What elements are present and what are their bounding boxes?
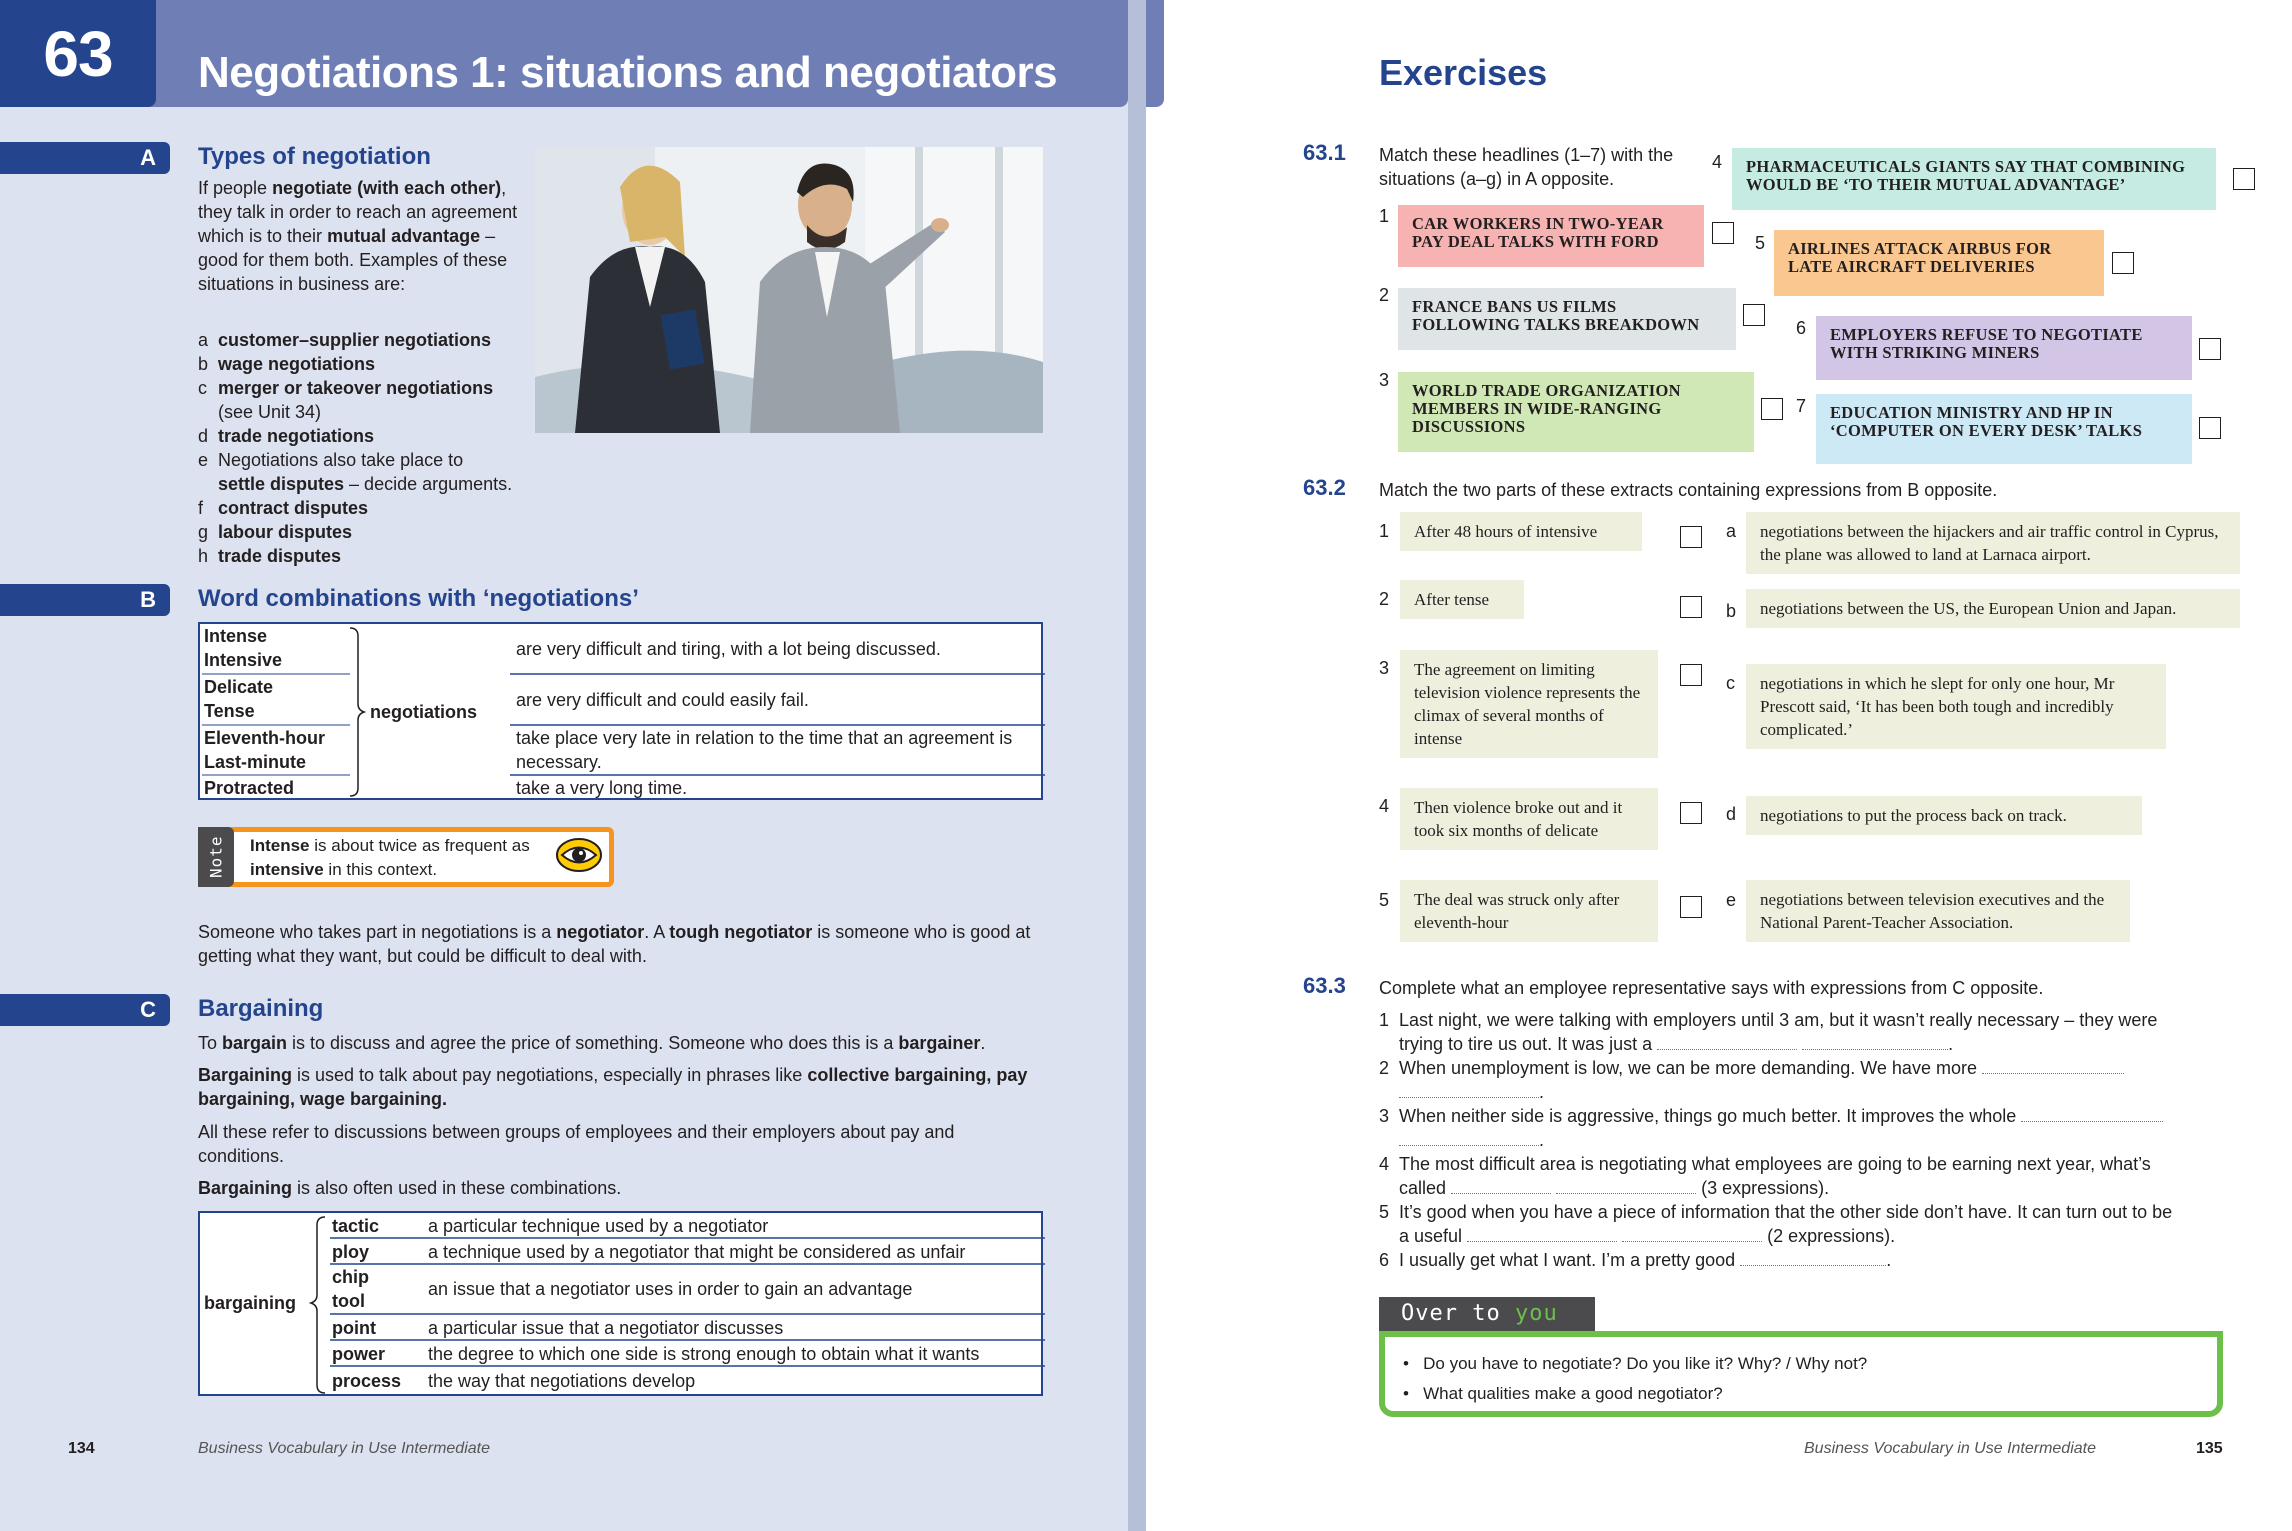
exercise-number: 63.1: [1303, 140, 1346, 165]
item-number: 1: [1379, 521, 1390, 541]
unit-number: 63: [0, 0, 156, 107]
unit-title: Negotiations 1: situations and negotiators: [198, 48, 1058, 97]
exercises-title: Exercises: [1379, 52, 1548, 93]
section-a-list: [198, 328, 538, 568]
list-item: d trade negotiations: [198, 426, 375, 446]
extract-start: After tense: [1400, 580, 1524, 619]
exercise-instruction: Match the two parts of these extracts containing expressions from B opposite.: [1379, 480, 1998, 500]
answer-blank[interactable]: [1467, 1226, 1617, 1242]
negotiator-paragraph: Someone who takes part in negotiations is a negotiator. A tough negotiator is someone who is good at getting what they want, but could be difficult to deal with.: [198, 922, 1031, 966]
answer-blank[interactable]: [1399, 1082, 1539, 1098]
extract-end: negotiations to put the process back on track.: [1746, 796, 2142, 835]
item-number: 4: [1379, 796, 1390, 816]
extract-end: negotiations in which he slept for only one hour, Mr Prescott said, ‘It has been both tough and incredibly complicated.’: [1746, 664, 2166, 749]
collocate-delicate: Delicate Tense: [204, 677, 274, 721]
item-letter: d: [1726, 804, 1737, 824]
item-letter: a: [1726, 521, 1737, 541]
book-title-right: Business Vocabulary in Use Intermediate: [1804, 1440, 2096, 1457]
note-label: Note: [198, 827, 234, 887]
section-a-title: Types of negotiation: [198, 143, 431, 170]
answer-checkbox[interactable]: [1680, 664, 1702, 686]
answer-checkbox[interactable]: [2199, 338, 2221, 360]
headline-6: EMPLOYERS REFUSE TO NEGOTIATE WITH STRIKING MINERS: [1816, 316, 2192, 380]
answer-blank[interactable]: [1399, 1130, 1539, 1146]
page-number-right: 135: [2196, 1440, 2223, 1457]
negotiation-photo: [535, 147, 1043, 433]
headline-7: EDUCATION MINISTRY AND HP IN ‘COMPUTER ON EVERY DESK’ TALKS: [1816, 394, 2192, 464]
gap-fill-item: 3 When neither side is aggressive, things go much better. It improves the whole .: [1379, 1104, 2229, 1152]
item-number: 5: [1379, 890, 1390, 910]
headline-4: PHARMACEUTICALS GIANTS SAY THAT COMBINING WOULD BE ‘TO THEIR MUTUAL ADVANTAGE’: [1732, 148, 2216, 210]
answer-blank[interactable]: [1622, 1226, 1762, 1242]
list-item: f contract disputes: [198, 498, 369, 518]
meaning: take a very long time.: [516, 778, 688, 798]
gap-fill-item: 4 The most difficult area is negotiating what employees are going to be earning next year, what’s called (3 expressions).: [1379, 1154, 2151, 1198]
headline-number: 1: [1379, 206, 1390, 226]
meaning: a particular issue that a negotiator discusses: [428, 1318, 784, 1338]
collocate-ploy: ploy: [332, 1242, 370, 1262]
list-item: e Negotiations also take place to settle disputes – decide arguments.: [198, 450, 513, 494]
headline-2: FRANCE BANS US FILMS FOLLOWING TALKS BREAKDOWN: [1398, 288, 1736, 350]
answer-blank[interactable]: [1982, 1058, 2124, 1074]
meaning: are very difficult and tiring, with a lot being discussed.: [516, 639, 941, 659]
item-letter: e: [1726, 890, 1737, 910]
combinations-paragraph: Bargaining is also often used in these combinations.: [198, 1178, 622, 1198]
collocate-protracted: Protracted: [204, 778, 295, 798]
answer-checkbox[interactable]: [1712, 222, 1734, 244]
answer-checkbox[interactable]: [1743, 304, 1765, 326]
extract-start: Then violence broke out and it took six months of delicate: [1400, 788, 1658, 850]
extract-end: negotiations between the hijackers and air traffic control in Cyprus, the plane was allowed to land at Larnaca airport.: [1746, 512, 2240, 574]
meaning: take place very late in relation to the time that an agreement is necessary.: [516, 728, 1013, 772]
answer-blank[interactable]: [1657, 1034, 1797, 1050]
over-to-you-label: Over to you: [1379, 1297, 1595, 1331]
collocate-intense: Intense Intensive: [204, 626, 283, 670]
answer-checkbox[interactable]: [1680, 802, 1702, 824]
section-c-title: Bargaining: [198, 995, 324, 1022]
item-letter: c: [1726, 673, 1735, 693]
answer-checkbox[interactable]: [1680, 596, 1702, 618]
headline-number: 7: [1796, 396, 1807, 416]
bargain-paragraph: To bargain is to discuss and agree the price of something. Someone who does this is a bargainer.: [198, 1033, 986, 1053]
over-to-you-box: [1379, 1331, 2223, 1417]
extract-end: negotiations between television executives and the National Parent-Teacher Association.: [1746, 880, 2130, 942]
list-item: c merger or takeover negotiations (see Unit 34): [198, 378, 494, 422]
headline-number: 4: [1712, 152, 1723, 172]
list-item: g labour disputes: [198, 522, 353, 542]
section-a-intro: If people negotiate (with each other), they talk in order to reach an agreement which is to their mutual advantage – good for them both. Examples of these situations in business are:: [198, 178, 518, 294]
gap-fill-item: 2 When unemployment is low, we can be more demanding. We have more .: [1379, 1056, 2229, 1104]
discussions-paragraph: All these refer to discussions between groups of employees and their employers about pay and conditions.: [198, 1122, 955, 1166]
exercise-number: 63.2: [1303, 475, 1346, 500]
gap-fill-item: 1 Last night, we were talking with employers until 3 am, but it wasn’t really necessary – they were trying to tire us out. It was just a .: [1379, 1010, 2158, 1054]
answer-checkbox[interactable]: [1680, 526, 1702, 548]
collocate-point: point: [332, 1318, 376, 1338]
bargaining-paragraph: Bargaining is used to talk about pay negotiations, especially in phrases like collective bargaining, pay bargaining, wage bargaining.: [198, 1065, 1028, 1109]
collocate-eleventh-hour: Eleventh-hour Last-minute: [204, 728, 326, 772]
headline-1: CAR WORKERS IN TWO-YEAR PAY DEAL TALKS WITH FORD: [1398, 205, 1704, 267]
discussion-questions: [1385, 1337, 2217, 1409]
page-gutter: [1128, 0, 1146, 1531]
headline-number: 3: [1379, 370, 1390, 390]
exercise-number: 63.3: [1303, 973, 1346, 998]
section-b-title: Word combinations with ‘negotiations’: [198, 585, 639, 612]
headword-bargaining: bargaining: [204, 1293, 297, 1313]
question-item: • What qualities make a good negotiator?: [1403, 1384, 1723, 1403]
question-item: • Do you have to negotiate? Do you like it? Why? / Why not?: [1403, 1354, 1868, 1373]
meaning: a technique used by a negotiator that might be considered as unfair: [428, 1242, 966, 1262]
headline-number: 6: [1796, 318, 1807, 338]
list-item: b wage negotiations: [198, 354, 376, 374]
bargaining-table: [198, 1211, 1043, 1396]
answer-blank[interactable]: [2021, 1106, 2163, 1122]
answer-checkbox[interactable]: [1761, 398, 1783, 420]
item-number: 2: [1379, 589, 1390, 609]
collocate-chip: chip tool: [332, 1267, 370, 1311]
section-a-marker: A: [0, 142, 170, 174]
meaning: the degree to which one side is strong enough to obtain what it wants: [428, 1344, 980, 1364]
answer-checkbox[interactable]: [2199, 417, 2221, 439]
list-item: a customer–supplier negotiations: [198, 330, 492, 350]
exercise-instruction: Complete what an employee representative says with expressions from C opposite.: [1379, 978, 2044, 998]
meaning: the way that negotiations develop: [428, 1371, 696, 1391]
item-number: 3: [1379, 658, 1390, 678]
collocate-tactic: tactic: [332, 1216, 380, 1236]
eye-icon: [556, 838, 602, 872]
gap-fill-item: 5 It’s good when you have a piece of information that the other side don’t have. It can turn out to be a useful (2 expressions).: [1379, 1202, 2173, 1246]
section-b-marker: B: [0, 584, 170, 616]
headline-3: WORLD TRADE ORGANIZATION MEMBERS IN WIDE-RANGING DISCUSSIONS: [1398, 372, 1754, 452]
gap-fill-item: 6 I usually get what I want. I’m a pretty good .: [1379, 1250, 1892, 1270]
list-item: h trade disputes: [198, 546, 342, 566]
word-combination-table: [198, 622, 1043, 800]
meaning: a particular technique used by a negotiator: [428, 1216, 769, 1236]
answer-checkbox[interactable]: [2112, 252, 2134, 274]
extract-start: The deal was struck only after eleventh-hour: [1400, 880, 1658, 942]
extract-end: negotiations between the US, the European Union and Japan.: [1746, 589, 2240, 628]
answer-blank[interactable]: [1556, 1178, 1696, 1194]
headline-number: 2: [1379, 285, 1390, 305]
headline-number: 5: [1755, 233, 1766, 253]
answer-checkbox[interactable]: [2233, 168, 2255, 190]
headword-negotiations: negotiations: [370, 702, 477, 722]
answer-blank[interactable]: [1802, 1034, 1948, 1050]
collocate-power: power: [332, 1344, 386, 1364]
meaning: an issue that a negotiator uses in order to gain an advantage: [428, 1279, 913, 1299]
section-c-marker: C: [0, 994, 170, 1026]
answer-blank[interactable]: [1740, 1250, 1886, 1266]
meaning: are very difficult and could easily fail.: [516, 690, 809, 710]
exercise-instruction: Match these headlines (1–7) with the situations (a–g) in A opposite.: [1379, 145, 1674, 189]
answer-checkbox[interactable]: [1680, 896, 1702, 918]
right-header-tab: [1146, 0, 1164, 107]
extract-start: After 48 hours of intensive: [1400, 512, 1642, 551]
gap-fill-list: [1379, 1008, 2229, 1272]
note-text: Intense is about twice as frequent as intensive in this context.: [250, 836, 530, 879]
page-number-left: 134: [68, 1440, 95, 1457]
collocate-process: process: [332, 1371, 402, 1391]
headline-5: AIRLINES ATTACK AIRBUS FOR LATE AIRCRAFT DELIVERIES: [1774, 230, 2104, 296]
item-letter: b: [1726, 601, 1737, 621]
book-title-left: Business Vocabulary in Use Intermediate: [198, 1440, 490, 1457]
extract-start: The agreement on limiting television violence represents the climax of several months of intense: [1400, 650, 1658, 758]
answer-blank[interactable]: [1451, 1178, 1551, 1194]
